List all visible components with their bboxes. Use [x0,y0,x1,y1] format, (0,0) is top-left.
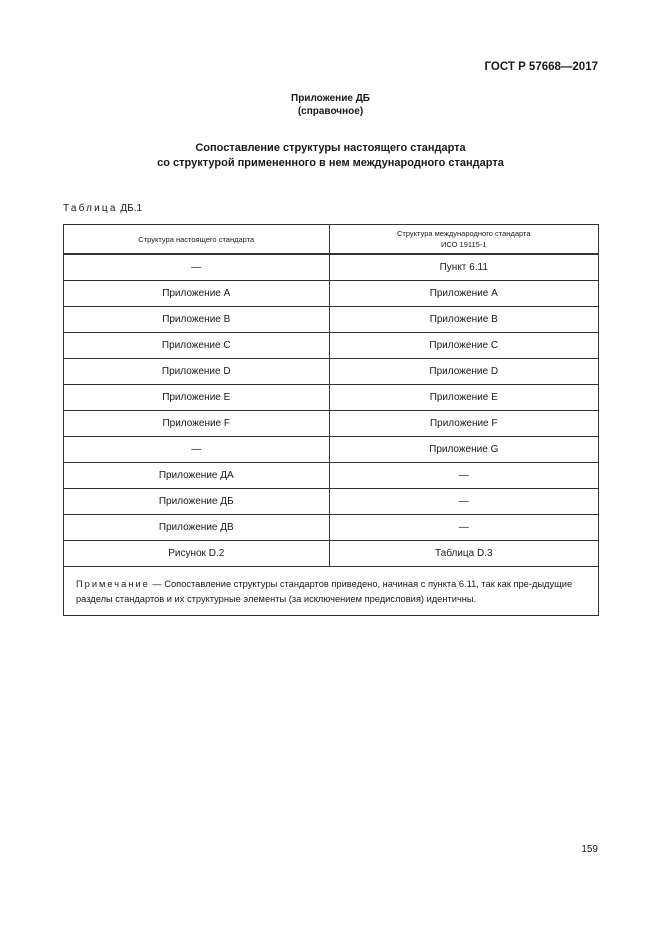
table-caption-label: Таблица [63,203,118,214]
section-title [0,141,661,171]
table-row [64,254,599,281]
annex-subtitle: (справочное) [297,106,364,117]
table-row [64,437,599,463]
header-international-line-1: Структура международного стандарта [396,229,531,238]
annex-title: Приложение ДБ [291,93,370,104]
cell-international-structure: Приложение G [329,437,599,463]
note-row [64,567,599,616]
cell-international-structure: Приложение D [329,359,599,385]
cell-national-structure: Приложение С [64,333,330,359]
structure-comparison-table [63,224,599,616]
table-row [64,359,599,385]
cell-national-structure: Приложение ДВ [64,515,330,541]
document-code: ГОСТ Р 57668—2017 [484,61,598,73]
annex-heading [0,92,661,118]
table-row [64,463,599,489]
cell-international-structure: Приложение F [329,411,599,437]
table-row [64,385,599,411]
cell-international-structure: Приложение С [329,333,599,359]
cell-international-structure: Пункт 6.11 [329,254,599,281]
cell-international-structure: Приложение E [329,385,599,411]
table-caption [63,203,142,214]
cell-national-structure: Рисунок D.2 [64,541,330,567]
table-caption-number: ДБ.1 [120,203,143,214]
cell-international-structure: Таблица D.3 [329,541,599,567]
table-row [64,281,599,307]
cell-international-structure: — [329,463,599,489]
section-title-line-1: Сопоставление структуры настоящего стандарта [195,142,466,154]
cell-international-structure: Приложение В [329,307,599,333]
cell-national-structure: Приложение F [64,411,330,437]
cell-national-structure: Приложение А [64,281,330,307]
note-label: Примечание [76,579,150,589]
table-row [64,333,599,359]
table-row [64,541,599,567]
cell-national-structure: Приложение E [64,385,330,411]
table-row [64,411,599,437]
cell-national-structure: Приложение ДБ [64,489,330,515]
cell-national-structure: Приложение ДА [64,463,330,489]
section-title-line-2: со структурой примененного в нем международного стандарта [157,157,504,169]
cell-national-structure: — [64,254,330,281]
table-header-row [64,225,599,255]
header-international-line-2: ИСО 19115-1 [440,240,487,249]
header-international-structure [329,225,599,255]
cell-national-structure: Приложение В [64,307,330,333]
table-row [64,307,599,333]
cell-international-structure: — [329,515,599,541]
page-number: 159 [581,844,598,855]
note-text: — Сопоставление структуры стандартов приведено, начиная с пункта 6.11, так как пре-дыдущие разделы стандартов и их структурные элементы (за исключением предисловия) идентичны. [76,579,573,604]
cell-international-structure: Приложение А [329,281,599,307]
note-cell [64,567,599,616]
cell-national-structure: — [64,437,330,463]
table-row [64,489,599,515]
cell-national-structure: Приложение D [64,359,330,385]
header-national-structure: Структура настоящего стандарта [64,225,330,255]
cell-international-structure: — [329,489,599,515]
table-row [64,515,599,541]
